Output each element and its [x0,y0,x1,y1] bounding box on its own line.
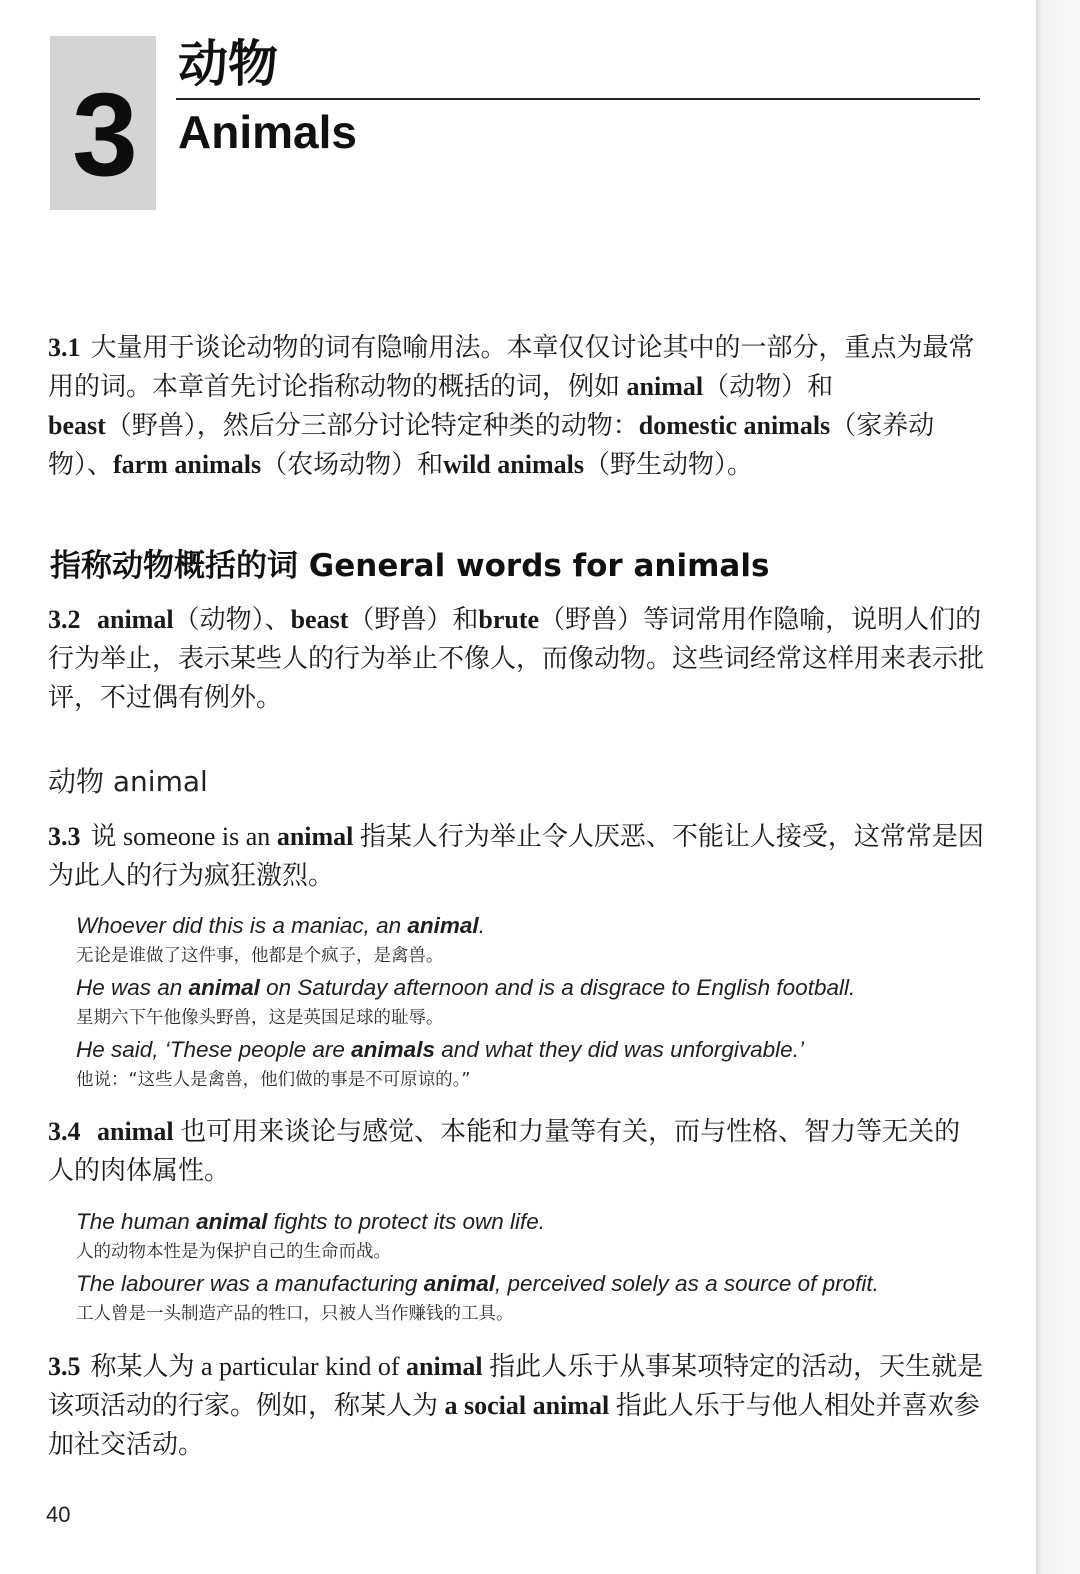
term: beast [48,411,106,440]
example-translation: 无论是谁做了这件事，他都是个疯子，是禽兽。 [76,946,444,966]
chapter-title-cn: 动物 [178,35,278,93]
example-sentence: The labourer was a manufacturing animal, perceived solely as a source of profit. [76,1271,879,1296]
example-sentence: Whoever did this is a maniac, an animal. [76,913,485,938]
term: domestic animals [638,411,831,440]
paragraph-3-5 [48,1347,984,1464]
chapter-number: 3 [72,69,134,201]
example-translation: 他说：“这些人是禽兽，他们做的事是不可原谅的。” [76,1070,471,1090]
examples-3-4 [76,1206,996,1330]
paragraph-text: （野兽）和 [348,605,479,634]
page-right-edge [1036,0,1080,1574]
section-number: 3.5 [48,1352,81,1381]
section-number: 3.1 [48,333,81,362]
term: wild animals [443,450,584,479]
paragraph-text: 指此人乐于从事某项特定的活动，天生就是该项活动的行家。例如，称某人为 [48,1352,984,1420]
term: animal [97,605,174,634]
paragraph-text: （农场动物）和 [261,450,444,479]
section-heading-general-words: 指称动物概括的词 General words for animals [50,548,770,584]
example-translation: 星期六下午他像头野兽，这是英国足球的耻辱。 [76,1008,444,1028]
paragraph-text: 大量用于谈论动物的词有隐喻用法。本章仅仅讨论其中的一部分，重点为最常用的词。本章首先讨论指称动物的概括的词，例如 [48,333,975,401]
paragraph-text: （野生动物）。 [583,450,753,479]
section-number: 3.3 [48,822,81,851]
example-translation: 人的动物本性是为保护自己的生命而战。 [76,1242,391,1262]
chapter-title-en: Animals [178,106,357,158]
paragraph-3-3 [48,817,984,895]
paragraph-text: （野兽），然后分三部分讨论特定种类的动物： [105,411,639,440]
page-number: 40 [46,1502,71,1527]
paragraph-text: （动物）、 [173,605,291,634]
paragraph-text: （动物）和 [703,372,834,401]
paragraph-3-2 [48,600,984,717]
paragraph-text: 称某人为 a particular kind of [90,1352,400,1381]
section-number: 3.4 [48,1117,81,1146]
example-translation: 工人曾是一头制造产品的牲口，只被人当作赚钱的工具。 [76,1304,514,1324]
paragraph-text: （野兽）等词常用作隐喻，说明人们的行为举止，表示某些人的行为举止不像人，而像动物。这些词经常这样用来表示批评，不过偶有例外。 [48,605,985,712]
paragraph-text: 指此人乐于与他人相处并喜欢参加社交活动。 [48,1391,980,1459]
term: a social animal [444,1391,610,1420]
example-sentence: The human animal fights to protect its own life. [76,1209,545,1234]
section-number: 3.2 [48,605,81,634]
term: animal [97,1117,174,1146]
paragraph-text: 指某人行为举止令人厌恶、不能让人接受，这常常是因为此人的行为疯狂激烈。 [48,822,984,890]
paragraph-text: 说 someone is an [90,822,271,851]
examples-3-3 [76,910,996,1096]
paragraph-3-4 [48,1112,984,1190]
term: farm animals [113,450,262,479]
paragraph-text: （家养动物）、 [48,411,935,479]
term: animal [276,822,354,851]
example-sentence: He said, ‘These people are animals and what they did was unforgivable.’ [76,1037,804,1062]
example-sentence: He was an animal on Saturday afternoon and is a disgrace to English football. [76,975,856,1000]
term: animal [406,1352,483,1381]
paragraph-text: 也可用来谈论与感觉、本能和力量等有关，而与性格、智力等无关的人的肉体属性。 [48,1117,961,1185]
title-divider [176,98,980,100]
term: animal [626,372,704,401]
term: beast [290,605,349,634]
term: brute [478,605,540,634]
subheading-animal: 动物 animal [48,765,208,798]
chapter-number-box [50,36,156,210]
paragraph-3-1 [48,328,984,484]
